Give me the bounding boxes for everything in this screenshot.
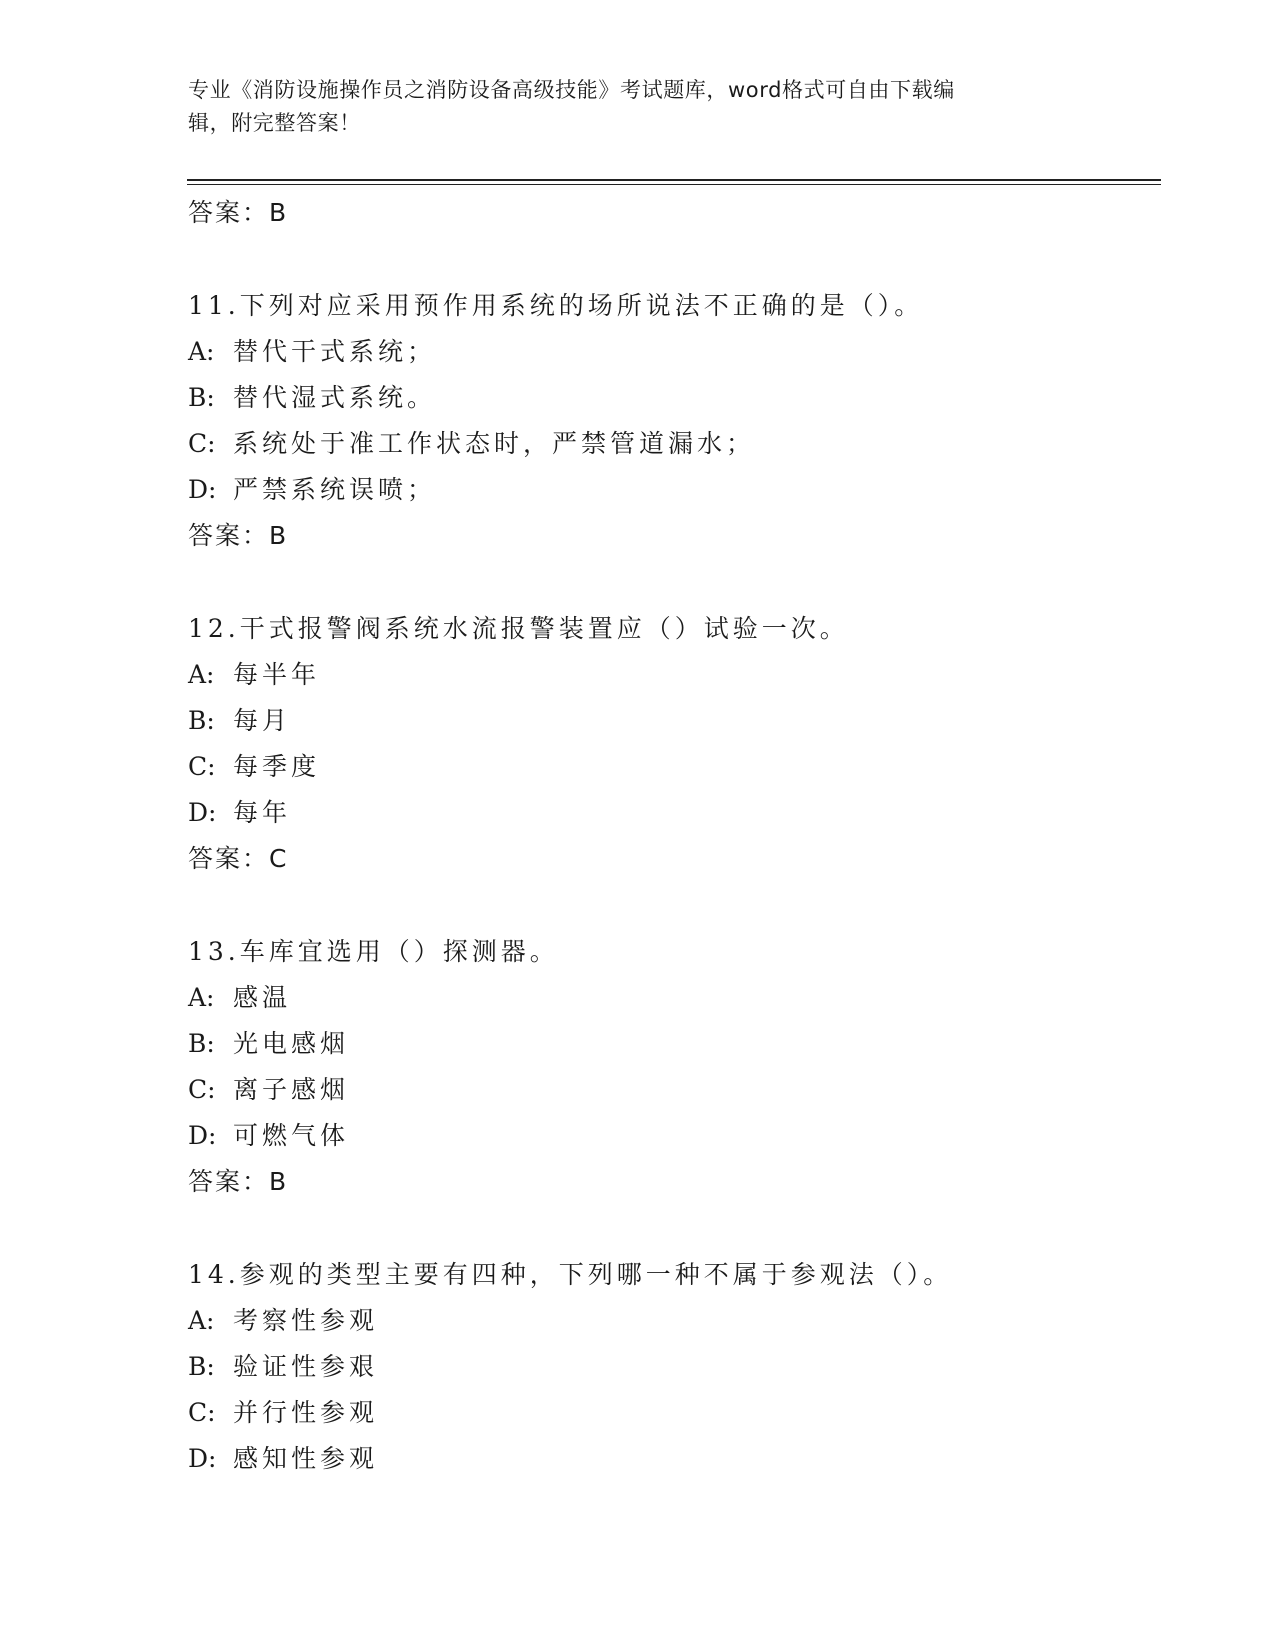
- option-letter: A:: [188, 660, 215, 689]
- spacer: [188, 882, 1148, 929]
- option-b: [188, 1021, 1148, 1067]
- option-text: 感知性参观: [233, 1444, 379, 1473]
- answer-label: 答案：: [188, 521, 270, 550]
- option-letter: C:: [188, 429, 216, 458]
- option-text: 可燃气体: [233, 1121, 350, 1150]
- answer-label: 答案：: [188, 844, 270, 873]
- option-a: [188, 652, 1148, 698]
- option-text: 并行性参观: [233, 1398, 379, 1427]
- option-text: 每半年: [233, 660, 321, 689]
- option-d: [188, 790, 1148, 836]
- option-letter: A:: [188, 1306, 215, 1335]
- option-letter: D:: [188, 798, 217, 827]
- answer-value: C: [269, 844, 288, 873]
- answer-value: B: [269, 198, 288, 227]
- option-letter: C:: [188, 1398, 216, 1427]
- option-text: 严禁系统误喷；: [233, 475, 437, 504]
- option-text: 离子感烟: [233, 1075, 350, 1104]
- option-text: 每月: [233, 706, 292, 735]
- header-rule-thin: [187, 184, 1161, 185]
- option-a: [188, 975, 1148, 1021]
- option-d: [188, 467, 1148, 513]
- option-letter: B:: [188, 1352, 215, 1381]
- question-stem: 12.干式报警阀系统水流报警装置应（）试验一次。: [188, 614, 849, 643]
- answer-value: B: [269, 1167, 288, 1196]
- option-b: [188, 1344, 1148, 1390]
- option-text: 系统处于准工作状态时，严禁管道漏水；: [233, 429, 756, 458]
- spacer: [188, 236, 1148, 283]
- answer-line: [188, 1159, 1148, 1205]
- option-c: [188, 1067, 1148, 1113]
- question-stem: 14.参观的类型主要有四种，下列哪一种不属于参观法（）。: [188, 1260, 953, 1289]
- question-stem: 11.下列对应采用预作用系统的场所说法不正确的是（）。: [188, 291, 924, 320]
- option-letter: B:: [188, 1029, 215, 1058]
- option-letter: B:: [188, 706, 215, 735]
- answer-value: B: [269, 521, 288, 550]
- option-a: [188, 329, 1148, 375]
- option-c: [188, 744, 1148, 790]
- question-list: [188, 190, 1148, 1482]
- document-header: [188, 74, 1068, 140]
- answer-label: 答案：: [188, 198, 270, 227]
- option-a: [188, 1298, 1148, 1344]
- option-text: 替代湿式系统。: [233, 383, 437, 412]
- option-d: [188, 1436, 1148, 1482]
- option-d: [188, 1113, 1148, 1159]
- option-letter: A:: [188, 983, 215, 1012]
- answer-line: [188, 836, 1148, 882]
- option-text: 每季度: [233, 752, 321, 781]
- option-text: 考察性参观: [233, 1306, 379, 1335]
- option-text: 验证性参艰: [233, 1352, 379, 1381]
- option-b: [188, 698, 1148, 744]
- option-b: [188, 375, 1148, 421]
- option-letter: D:: [188, 1121, 217, 1150]
- option-text: 感温: [233, 983, 292, 1012]
- option-letter: B:: [188, 383, 215, 412]
- option-text: 替代干式系统；: [233, 337, 437, 366]
- header-rule-thick: [187, 179, 1161, 181]
- option-c: [188, 421, 1148, 467]
- spacer: [188, 1205, 1148, 1252]
- spacer: [188, 559, 1148, 606]
- option-text: 光电感烟: [233, 1029, 350, 1058]
- option-c: [188, 1390, 1148, 1436]
- option-letter: C:: [188, 752, 216, 781]
- option-letter: D:: [188, 475, 217, 504]
- answer-line: [188, 190, 1148, 236]
- header-line-1: 专业《消防设施操作员之消防设备高级技能》考试题库，word格式可自由下载编: [188, 78, 955, 102]
- option-letter: A:: [188, 337, 215, 366]
- option-letter: D:: [188, 1444, 217, 1473]
- question-stem: 13.车库宜选用（）探测器。: [188, 937, 559, 966]
- option-letter: C:: [188, 1075, 216, 1104]
- option-text: 每年: [233, 798, 292, 827]
- answer-label: 答案：: [188, 1167, 270, 1196]
- answer-line: [188, 513, 1148, 559]
- header-line-2: 辑，附完整答案！: [188, 111, 361, 135]
